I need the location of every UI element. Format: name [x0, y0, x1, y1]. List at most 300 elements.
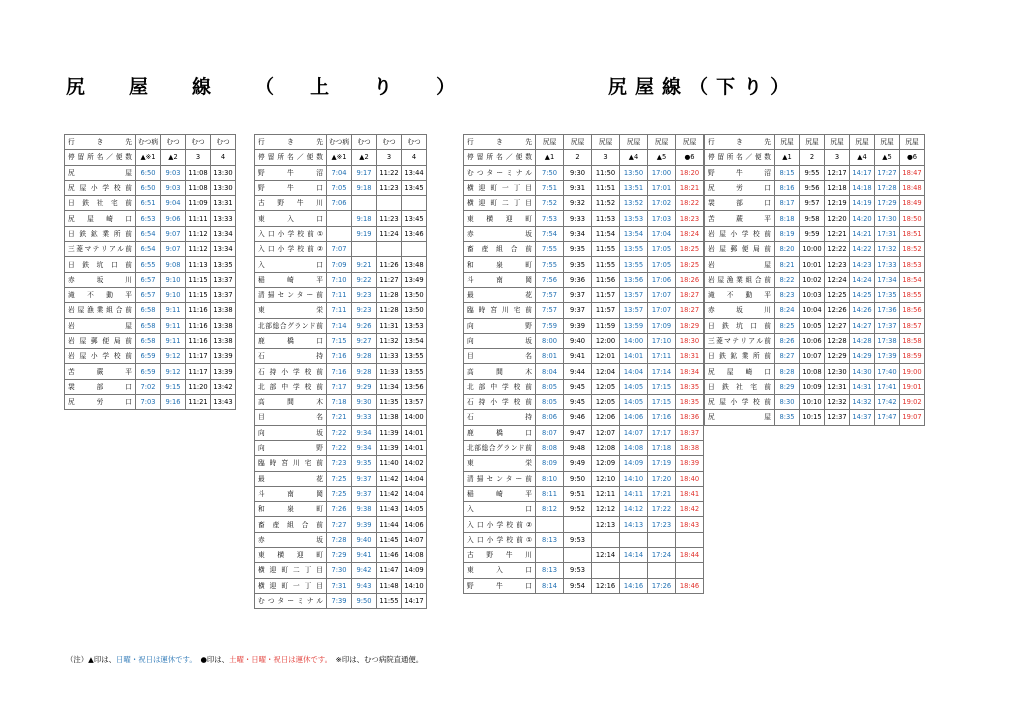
time-cell: 14:25 — [850, 287, 875, 302]
time-cell: 17:30 — [875, 211, 900, 226]
time-cell: 18:59 — [900, 349, 925, 364]
table-row — [255, 548, 427, 563]
time-cell: 10:05 — [800, 318, 825, 333]
time-cell: 14:00 — [402, 410, 427, 425]
time-cell: 11:48 — [377, 578, 402, 593]
time-cell: 14:16 — [620, 578, 648, 593]
time-cell: 10:10 — [800, 395, 825, 410]
time-cell — [327, 211, 352, 226]
time-cell: 7:50 — [536, 165, 564, 180]
time-cell: 9:37 — [564, 303, 592, 318]
table-row — [464, 578, 704, 593]
title-char: 上 — [310, 76, 330, 98]
time-cell: 8:09 — [536, 456, 564, 471]
time-cell: 14:00 — [620, 333, 648, 348]
title-up — [66, 72, 455, 99]
time-cell: 9:36 — [564, 272, 592, 287]
time-cell: 9:04 — [161, 196, 186, 211]
time-cell: 9:16 — [161, 395, 186, 410]
time-cell: 13:51 — [620, 180, 648, 195]
stop-name: 鹿橋口 — [255, 333, 327, 348]
time-cell: 17:01 — [648, 180, 676, 195]
time-cell: 13:50 — [402, 287, 427, 302]
time-cell: 8:28 — [775, 364, 800, 379]
time-cell: 6:58 — [136, 333, 161, 348]
table-row — [464, 440, 704, 455]
time-cell: 10:09 — [800, 379, 825, 394]
time-cell: 11:22 — [377, 165, 402, 180]
note-text-3: ●印は、 — [200, 655, 230, 664]
stop-name: 東横迎町 — [255, 548, 327, 563]
stop-name: 野牛沼 — [705, 165, 775, 180]
time-cell: 9:46 — [564, 410, 592, 425]
time-cell: 17:29 — [875, 196, 900, 211]
time-cell: 18:53 — [900, 257, 925, 272]
time-cell: 13:54 — [620, 226, 648, 241]
time-cell: 11:34 — [377, 379, 402, 394]
header-row — [255, 150, 427, 165]
time-cell: 14:02 — [402, 456, 427, 471]
time-cell: 18:57 — [900, 318, 925, 333]
table-row — [464, 272, 704, 287]
header-cell: 尻屋 — [775, 135, 800, 150]
table-row — [464, 425, 704, 440]
time-cell: 9:07 — [161, 226, 186, 241]
time-cell: 13:37 — [211, 272, 236, 287]
time-cell: 9:41 — [352, 548, 377, 563]
time-cell: 18:42 — [676, 502, 704, 517]
header-cell: 4 — [211, 150, 236, 165]
table-row — [464, 548, 704, 563]
time-cell — [592, 563, 620, 578]
time-cell: 8:13 — [536, 563, 564, 578]
table-row — [705, 303, 925, 318]
time-cell: 11:57 — [592, 303, 620, 318]
time-cell: 6:50 — [136, 180, 161, 195]
time-cell: 7:07 — [327, 242, 352, 257]
time-cell: 7:27 — [327, 517, 352, 532]
table-row — [705, 242, 925, 257]
header-cell: 尻屋 — [592, 135, 620, 150]
time-cell: 14:08 — [620, 440, 648, 455]
time-cell: 6:59 — [136, 349, 161, 364]
time-cell: 11:23 — [377, 180, 402, 195]
time-cell: 14:01 — [620, 349, 648, 364]
time-cell: 14:04 — [620, 364, 648, 379]
time-cell: 7:54 — [536, 226, 564, 241]
table-row — [464, 242, 704, 257]
time-cell: 13:46 — [402, 226, 427, 241]
stop-name: 石持小学校前 — [255, 364, 327, 379]
stop-name: 畜産組合前 — [255, 517, 327, 532]
stop-name: 古野牛川 — [255, 196, 327, 211]
time-cell: 11:15 — [186, 287, 211, 302]
note-text-5: ※印は、むつ病院直通便。 — [335, 655, 424, 664]
header-cell: 3 — [377, 150, 402, 165]
time-cell: 17:11 — [648, 349, 676, 364]
header-cell: ●6 — [900, 150, 925, 165]
time-cell: 14:31 — [850, 379, 875, 394]
table-row — [65, 211, 236, 226]
time-cell: 18:51 — [900, 226, 925, 241]
time-cell: 13:55 — [620, 257, 648, 272]
time-cell: 11:12 — [186, 242, 211, 257]
time-cell: 14:23 — [850, 257, 875, 272]
time-cell: 17:32 — [875, 242, 900, 257]
time-cell: 9:19 — [352, 226, 377, 241]
header-cell: ●6 — [676, 150, 704, 165]
stop-name: 日鉄社宅前 — [65, 196, 136, 211]
stop-name: 尻屋小学校前 — [65, 180, 136, 195]
time-cell: 17:22 — [648, 502, 676, 517]
note-saturday-text: 土曜・日曜・祝日は運休です。 — [229, 655, 329, 664]
time-cell: 9:18 — [352, 211, 377, 226]
timetable-up-2 — [254, 134, 427, 609]
table-row — [255, 517, 427, 532]
time-cell: 19:01 — [900, 379, 925, 394]
header-cell: むつ — [186, 135, 211, 150]
time-cell: 14:05 — [620, 395, 648, 410]
time-cell: 17:23 — [648, 517, 676, 532]
table-row — [255, 242, 427, 257]
time-cell: 7:31 — [327, 578, 352, 593]
time-cell: 7:17 — [327, 379, 352, 394]
stop-name: 入口 — [255, 257, 327, 272]
time-cell: 7:14 — [327, 318, 352, 333]
time-cell: 13:42 — [211, 379, 236, 394]
time-cell: 14:24 — [850, 272, 875, 287]
time-cell: 7:29 — [327, 548, 352, 563]
time-cell: 11:24 — [377, 226, 402, 241]
time-cell: 12:14 — [592, 548, 620, 563]
table-row — [65, 395, 236, 410]
time-cell: 14:29 — [850, 349, 875, 364]
time-cell — [676, 563, 704, 578]
time-cell: 12:05 — [592, 379, 620, 394]
table-row — [705, 379, 925, 394]
time-cell: 13:44 — [402, 165, 427, 180]
time-cell: 13:38 — [211, 333, 236, 348]
time-cell: 14:11 — [620, 486, 648, 501]
time-cell: 6:58 — [136, 318, 161, 333]
time-cell: 9:29 — [352, 379, 377, 394]
stop-name: 古野牛川 — [464, 548, 536, 563]
time-cell: 7:26 — [327, 502, 352, 517]
table-row — [705, 318, 925, 333]
time-cell: 12:21 — [825, 226, 850, 241]
time-cell: 18:49 — [900, 196, 925, 211]
time-cell: 7:05 — [327, 180, 352, 195]
time-cell: 9:39 — [564, 318, 592, 333]
time-cell: 14:18 — [850, 180, 875, 195]
time-cell: 9:40 — [564, 333, 592, 348]
stop-name: 日鉄坑口前 — [705, 318, 775, 333]
time-cell: 18:26 — [676, 272, 704, 287]
table-row — [705, 165, 925, 180]
time-cell: 7:28 — [327, 532, 352, 547]
time-cell: 9:27 — [352, 333, 377, 348]
time-cell: 9:37 — [564, 287, 592, 302]
time-cell: 11:53 — [592, 211, 620, 226]
time-cell: 18:27 — [676, 303, 704, 318]
time-cell: 8:15 — [775, 165, 800, 180]
stop-name: 鹿橋口 — [464, 425, 536, 440]
time-cell: 17:28 — [875, 180, 900, 195]
time-cell: 14:22 — [850, 242, 875, 257]
time-cell: 18:27 — [676, 287, 704, 302]
time-cell: 13:38 — [211, 318, 236, 333]
time-cell: 9:03 — [161, 165, 186, 180]
time-cell: 10:01 — [800, 257, 825, 272]
table-row — [255, 257, 427, 272]
time-cell: 17:21 — [648, 486, 676, 501]
time-cell: 9:47 — [564, 425, 592, 440]
stop-name: 滝不動平 — [65, 287, 136, 302]
stop-name: 清掃センター前 — [464, 471, 536, 486]
time-cell: 7:30 — [327, 563, 352, 578]
timetable-down-1 — [463, 134, 704, 594]
time-cell: 8:35 — [775, 410, 800, 425]
time-cell: 8:21 — [775, 257, 800, 272]
header-cell: 尻屋 — [536, 135, 564, 150]
time-cell: 8:22 — [775, 272, 800, 287]
time-cell: 13:43 — [211, 395, 236, 410]
title-char: 屋 — [635, 76, 655, 98]
stop-name: 苦蕨平 — [65, 364, 136, 379]
time-cell: 9:15 — [161, 379, 186, 394]
time-cell: 6:50 — [136, 165, 161, 180]
stop-name: むつターミナル — [255, 593, 327, 608]
stop-name: 和泉町 — [464, 257, 536, 272]
table-row — [705, 211, 925, 226]
stop-name: 岩屋郵便局前 — [705, 242, 775, 257]
title-char: （ — [255, 76, 275, 98]
table-row — [464, 395, 704, 410]
time-cell: 11:43 — [377, 502, 402, 517]
time-cell: 17:06 — [648, 272, 676, 287]
time-cell: 8:29 — [775, 379, 800, 394]
time-cell: 11:31 — [377, 318, 402, 333]
time-cell: 9:57 — [800, 196, 825, 211]
time-cell: 7:22 — [327, 425, 352, 440]
header-cell: むつ病 — [327, 135, 352, 150]
time-cell: 13:57 — [620, 303, 648, 318]
stop-name: 最花 — [464, 287, 536, 302]
time-cell: 17:38 — [875, 333, 900, 348]
stop-name: 尻屋 — [65, 165, 136, 180]
header-cell: ▲※1 — [136, 150, 161, 165]
header-cell: 尻屋 — [800, 135, 825, 150]
stop-name: 日鉄鉱業所前 — [705, 349, 775, 364]
time-cell — [352, 242, 377, 257]
time-cell: 17:16 — [648, 410, 676, 425]
header-cell: 3 — [825, 150, 850, 165]
table-row — [65, 196, 236, 211]
time-cell: 9:32 — [564, 196, 592, 211]
time-cell: 9:50 — [564, 471, 592, 486]
time-cell: 17:17 — [648, 425, 676, 440]
time-cell: 14:06 — [402, 517, 427, 532]
stop-name: 横迎町二丁目 — [464, 196, 536, 211]
time-cell: 9:43 — [352, 578, 377, 593]
time-cell: 9:35 — [564, 242, 592, 257]
table-row — [255, 303, 427, 318]
time-cell: 10:06 — [800, 333, 825, 348]
time-cell: 11:46 — [377, 548, 402, 563]
time-cell: 9:38 — [352, 502, 377, 517]
time-cell — [648, 532, 676, 547]
stop-name: 赤坂 — [464, 226, 536, 241]
time-cell: 11:11 — [186, 211, 211, 226]
time-cell: 9:48 — [564, 440, 592, 455]
time-cell: 9:33 — [564, 211, 592, 226]
time-cell: 12:26 — [825, 303, 850, 318]
title-down — [608, 72, 789, 99]
time-cell: 12:05 — [592, 395, 620, 410]
table-row — [464, 180, 704, 195]
time-cell: 13:30 — [211, 165, 236, 180]
time-cell: 18:25 — [676, 242, 704, 257]
time-cell: 7:52 — [536, 196, 564, 211]
table-row — [464, 364, 704, 379]
table-row — [255, 333, 427, 348]
stop-name: 稲崎平 — [255, 272, 327, 287]
time-cell: 11:35 — [377, 395, 402, 410]
table-row — [255, 379, 427, 394]
header-cell: ▲2 — [161, 150, 186, 165]
time-cell: 18:20 — [676, 165, 704, 180]
stop-name: 入口小学校前② — [255, 242, 327, 257]
time-cell — [564, 548, 592, 563]
time-cell: 7:39 — [327, 593, 352, 608]
time-cell: 12:04 — [592, 364, 620, 379]
time-cell: 8:05 — [536, 379, 564, 394]
table-row — [464, 410, 704, 425]
stop-name: 野牛口 — [255, 180, 327, 195]
time-cell: 13:57 — [402, 395, 427, 410]
time-cell: 8:23 — [775, 287, 800, 302]
time-cell: 12:23 — [825, 257, 850, 272]
time-cell: 11:59 — [592, 318, 620, 333]
table-row — [705, 272, 925, 287]
time-cell: 13:34 — [211, 226, 236, 241]
time-cell: 7:10 — [327, 272, 352, 287]
title-char: 線 — [662, 76, 682, 98]
header-cell: ▲4 — [850, 150, 875, 165]
time-cell: 9:52 — [564, 502, 592, 517]
time-cell: 7:56 — [536, 272, 564, 287]
time-cell: 10:07 — [800, 349, 825, 364]
time-cell: 10:08 — [800, 364, 825, 379]
time-cell — [536, 548, 564, 563]
header-label: 行 き 先 — [65, 135, 136, 150]
stop-name: 横迎町一丁目 — [464, 180, 536, 195]
time-cell: 8:12 — [536, 502, 564, 517]
time-cell: 8:07 — [536, 425, 564, 440]
time-cell: 18:55 — [900, 287, 925, 302]
time-cell: 9:42 — [352, 563, 377, 578]
time-cell: 8:19 — [775, 226, 800, 241]
time-cell: 11:23 — [377, 211, 402, 226]
time-cell: 14:06 — [620, 410, 648, 425]
stop-name: 東栄 — [255, 303, 327, 318]
time-cell: 18:34 — [676, 364, 704, 379]
table-row — [464, 456, 704, 471]
table-row — [65, 180, 236, 195]
time-cell: 18:44 — [676, 548, 704, 563]
time-cell: 11:42 — [377, 471, 402, 486]
table-row — [255, 272, 427, 287]
stop-name: 臨時宮川宅前 — [255, 456, 327, 471]
time-cell: 14:20 — [850, 211, 875, 226]
time-cell: 14:27 — [850, 318, 875, 333]
time-cell: 9:54 — [564, 578, 592, 593]
time-cell: 8:13 — [536, 532, 564, 547]
time-cell: 18:22 — [676, 196, 704, 211]
time-cell: 18:39 — [676, 456, 704, 471]
time-cell: 13:53 — [620, 211, 648, 226]
header-cell: 3 — [592, 150, 620, 165]
stop-name: 向坂 — [255, 425, 327, 440]
time-cell: 11:28 — [377, 303, 402, 318]
time-cell: 11:08 — [186, 180, 211, 195]
time-cell: 18:52 — [900, 242, 925, 257]
time-cell: 17:27 — [875, 165, 900, 180]
time-cell: 17:15 — [648, 379, 676, 394]
time-cell: 11:47 — [377, 563, 402, 578]
header-label: 行 き 先 — [464, 135, 536, 150]
time-cell: 9:58 — [800, 211, 825, 226]
table-row — [705, 333, 925, 348]
stop-name: 岩屋 — [705, 257, 775, 272]
time-cell: 13:37 — [211, 287, 236, 302]
table-row — [255, 425, 427, 440]
time-cell: 8:16 — [775, 180, 800, 195]
stop-name: 和泉町 — [255, 502, 327, 517]
time-cell — [402, 242, 427, 257]
time-cell: 7:57 — [536, 303, 564, 318]
stop-name: 日鉄坑口前 — [65, 257, 136, 272]
time-cell: 9:18 — [352, 180, 377, 195]
stop-name: 横迎町二丁目 — [255, 563, 327, 578]
time-cell: 9:10 — [161, 272, 186, 287]
title-char: （ — [689, 76, 709, 98]
time-cell: 12:16 — [592, 578, 620, 593]
stop-name: 最花 — [255, 471, 327, 486]
table-row — [255, 196, 427, 211]
table-row — [255, 165, 427, 180]
time-cell: 7:22 — [327, 440, 352, 455]
stop-name: 石持 — [255, 349, 327, 364]
time-cell: 12:06 — [592, 410, 620, 425]
time-cell: 14:08 — [402, 548, 427, 563]
time-cell: 9:10 — [161, 287, 186, 302]
time-cell: 18:38 — [676, 440, 704, 455]
time-cell: 11:27 — [377, 272, 402, 287]
time-cell: 12:18 — [825, 180, 850, 195]
time-cell: 11:57 — [592, 287, 620, 302]
time-cell: 8:25 — [775, 318, 800, 333]
stop-name: 横迎町一丁目 — [255, 578, 327, 593]
stop-name: 岩屋郵便局前 — [65, 333, 136, 348]
header-cell: 尻屋 — [850, 135, 875, 150]
table-row — [464, 196, 704, 211]
table-row — [65, 349, 236, 364]
time-cell: 12:24 — [825, 272, 850, 287]
time-cell: 13:57 — [620, 287, 648, 302]
table-row — [255, 471, 427, 486]
time-cell: 13:39 — [211, 364, 236, 379]
